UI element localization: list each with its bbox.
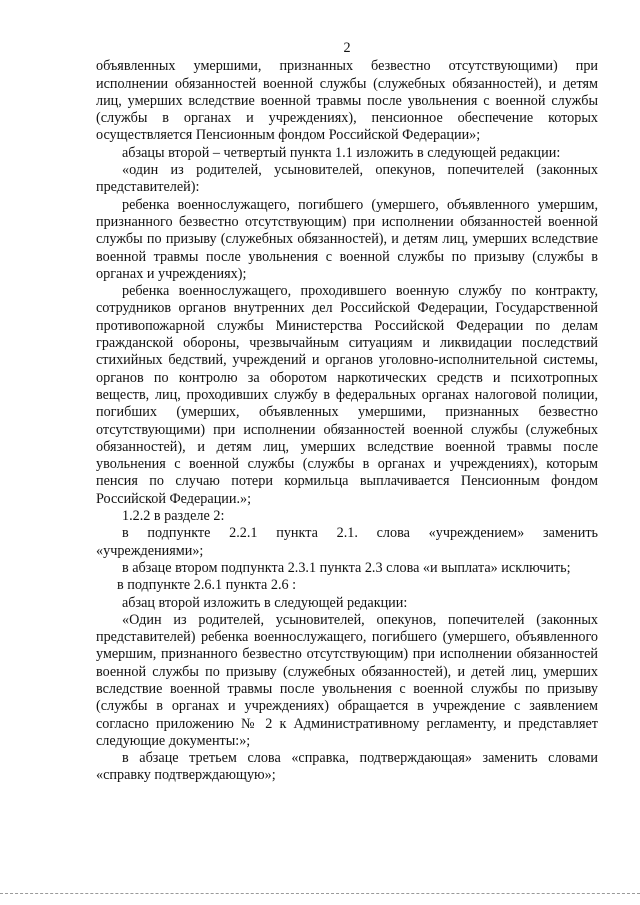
page-bottom-edge [0, 893, 640, 894]
paragraph-continuation: объявленных умершими, признанных безвестно отсутствующими) при исполнении обязанностей военной службы (служебных обязанностей), и детям лиц, умерших вследствие военной травмы после увольнения с военной службы (службы в органах и учреждениях), пенсионное обеспечение которых осуществляется Пенсионным фондом Российской Федерации»; [96, 58, 598, 144]
paragraph-third-abzac: в абзаце третьем слова «справка, подтверждающая» заменить словами «справку подтверждающую»; [96, 750, 598, 784]
paragraph-2-2-1: в подпункте 2.2.1 пункта 2.1. слова «учреждением» заменить «учреждениями»; [96, 525, 598, 559]
paragraph-2-6-1: в подпункте 2.6.1 пункта 2.6 : [117, 577, 297, 594]
paragraph-contract-child: ребенка военнослужащего, проходившего военную службу по контракту, сотрудников органов внутренних дел Российской Федерации, Государственной противопожарной службы Министерства Российской Федерации по делам гражданской обороны, чрезвычайным ситуациям и ликвидации последствий стихийных бедствий, учреждений и органов уголовно-исполнительной системы, органов по контролю за оборотом наркотических средств и психотропных веществ, лиц, проходивших службу в федеральных органах налоговой полиции, погибших (умерших, объявленных умершими, признанных безвестно отсутствующими) при исполнении обязанностей военной службы (служебных обязанностей), и детям лиц, умерших вследствие военной травмы после увольнения с военной службы (службы в органах и учреждениях), которым пенсия по случаю потери кормильца выплачивается Пенсионным фондом Российской Федерации.»; [96, 283, 598, 507]
paragraph-second-abzac: абзац второй изложить в следующей редакции: [122, 594, 408, 611]
paragraph-conscript-child: ребенка военнослужащего, погибшего (умершего, объявленного умершим, признанного безвестно отсутствующим) при исполнении обязанностей военной службы по призыву (служебных обязанностей), и детям лиц, умерших вследствие военной травмы после увольнения с военной службы по призыву (службы в органах и учреждениях); [96, 196, 598, 282]
page-number: 2 [343, 40, 351, 56]
paragraph-2-3-1: в абзаце втором подпункта 2.3.1 пункта 2.3 слова «и выплата» исключить; [122, 559, 571, 576]
paragraph-section-2: 1.2.2 в разделе 2: [122, 508, 225, 525]
document-page [96, 40, 598, 785]
paragraph-quote-applicant: «Один из родителей, усыновителей, опекунов, попечителей (законных представителей) ребенка военнослужащего, погибшего (умершего, объявленного умершим, признанного безвестно отсутствующим) при исполнении обязанностей военной службы по призыву (служебных обязанностей), и детей лиц, умерших вследствие военной травмы после увольнения с военной службы по призыву (службы в органах и учреждениях) обращается в учреждение с заявлением согласно приложению № 2 к Административному регламенту, и представляет следующие документы:»; [96, 611, 598, 749]
paragraph-amend-1-1: абзацы второй – четвертый пункта 1.1 изложить в следующей редакции: [122, 144, 561, 161]
paragraph-quote-parents: «один из родителей, усыновителей, опекунов, попечителей (законных представителей): [96, 162, 598, 196]
